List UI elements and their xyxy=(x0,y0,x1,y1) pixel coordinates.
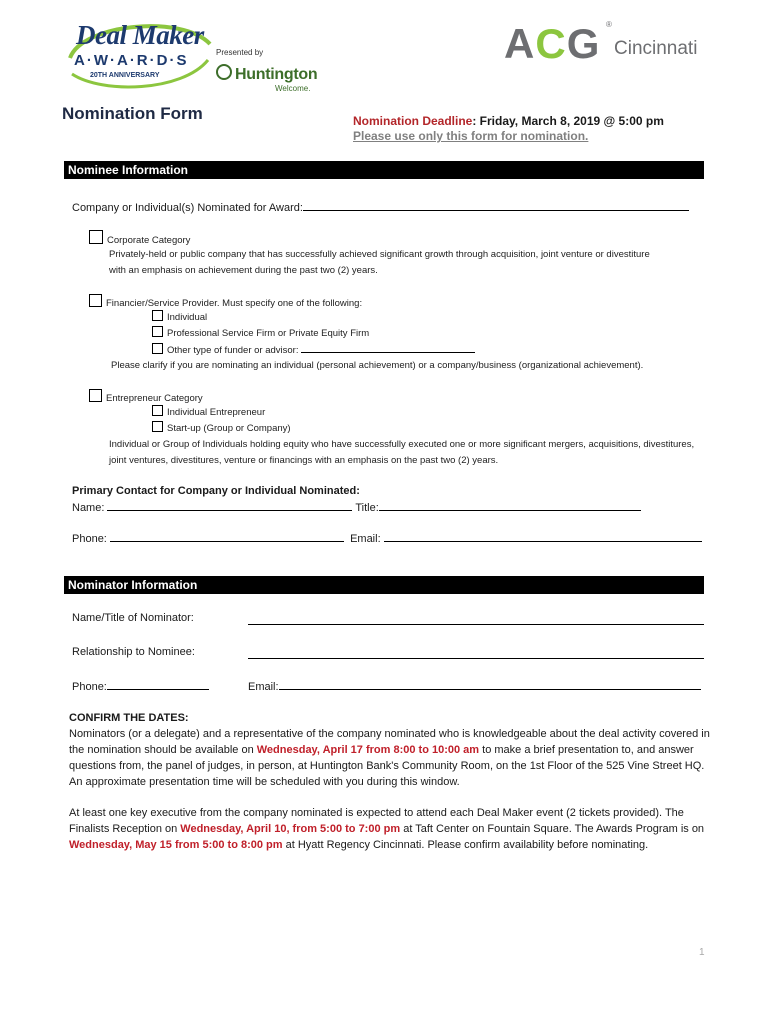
financier-opt-other xyxy=(152,342,475,358)
deal-maker-logo xyxy=(62,14,212,96)
nominator-email-row xyxy=(248,679,701,694)
acg-letter-a: A xyxy=(504,20,536,67)
corporate-desc-2: with an emphasis on achievement during the past two (2) years. xyxy=(109,265,378,276)
contact-title-label: Title: xyxy=(355,502,379,514)
financier-checkbox[interactable] xyxy=(89,294,102,307)
registered-mark: ® xyxy=(606,20,612,29)
huntington-mark-icon xyxy=(216,64,232,80)
anniversary-label: 20TH ANNIVERSARY xyxy=(90,72,160,79)
presentation-date: Wednesday, April 17 from 8:00 to 10:00 am xyxy=(256,744,480,756)
contact-email-label: Email: xyxy=(350,533,381,545)
award-field[interactable] xyxy=(303,200,689,211)
p1-text-a: Nominators (or a delegate) and a representative of the company nominated who is knowledgeable about the deal activity covered in the nomination should be available on xyxy=(69,728,710,756)
p2-text-c: at Hyatt Regency Cincinnati. Please confirm availability before nominating. xyxy=(282,839,649,851)
acg-letter-c: C xyxy=(535,20,567,67)
entrepreneur-desc-2: joint ventures, divestitures, venture or financings with an emphasis on the past two (2) years. xyxy=(109,455,499,466)
reception-date: Wednesday, April 10, from 5:00 to 7:00 pm xyxy=(180,823,401,835)
contact-name-row xyxy=(72,500,641,515)
cincinnati-label: Cincinnati xyxy=(614,38,698,59)
other-label: Other type of funder or advisor: xyxy=(167,345,299,356)
welcome-tagline: Welcome. xyxy=(275,84,311,93)
acg-letter-g: G xyxy=(566,20,601,67)
relationship-field[interactable] xyxy=(248,648,704,659)
individual-entrepreneur-label: Individual Entrepreneur xyxy=(167,407,266,418)
deadline xyxy=(353,114,664,128)
individual-label: Individual xyxy=(167,312,208,323)
contact-name-label: Name: xyxy=(72,502,105,514)
nominator-email-label: Email: xyxy=(248,681,279,693)
individual-entrepreneur-checkbox[interactable] xyxy=(152,405,163,416)
contact-phone-label: Phone: xyxy=(72,533,107,545)
deadline-value: : Friday, March 8, 2019 @ 5:00 pm xyxy=(472,114,664,128)
corporate-checkbox[interactable] xyxy=(89,230,103,244)
nominator-phone-row xyxy=(72,679,209,694)
deadline-notice: Please use only this form for nomination. xyxy=(353,129,589,143)
award-label: Company or Individual(s) Nominated for Award: xyxy=(72,202,303,214)
p2-text-a: At least one key executive from the company nominated is expected to attend each Deal Maker event (2 tickets provided). The Finalists Reception on xyxy=(69,807,684,835)
corporate-category xyxy=(89,230,190,248)
contact-title-field[interactable] xyxy=(379,500,641,511)
financier-opt-individual xyxy=(152,310,207,325)
p1-text-b: to make a brief presentation to, and answer questions from, the panel of judges, in person, at Huntington Bank's Community Room, on the 1st Floor of the 525 Vine Street HQ. An approximate presentation time will be scheduled with you during this window. xyxy=(69,744,705,788)
deal-maker-title: Deal Maker xyxy=(76,20,204,50)
financier-category xyxy=(89,294,362,311)
firm-checkbox[interactable] xyxy=(152,326,163,337)
corporate-label: Corporate Category xyxy=(107,235,191,246)
huntington-logo xyxy=(216,64,317,84)
nominee-section-header: Nominee Information xyxy=(64,161,704,179)
contact-phone-row xyxy=(72,531,702,546)
financier-clarify: Please clarify if you are nominating an individual (personal achievement) or a company/business (organizational achievement). xyxy=(111,360,644,371)
acg-logo xyxy=(504,20,600,68)
financier-label: Financier/Service Provider. Must specify one of the following: xyxy=(106,298,363,309)
confirm-paragraph-1 xyxy=(69,726,714,790)
p2-text-b: at Taft Center on Fountain Square. The Awards Program is on xyxy=(400,823,705,835)
entrepreneur-label: Entrepreneur Category xyxy=(106,393,203,404)
primary-contact-heading: Primary Contact for Company or Individual Nominated: xyxy=(72,485,360,497)
contact-phone-field[interactable] xyxy=(110,531,344,542)
entrepreneur-opt-startup xyxy=(152,421,291,436)
startup-label: Start-up (Group or Company) xyxy=(167,423,291,434)
financier-opt-firm xyxy=(152,326,369,341)
firm-label: Professional Service Firm or Private Equity Firm xyxy=(167,328,370,339)
nominator-name-title-field[interactable] xyxy=(248,614,704,625)
huntington-text: Huntington xyxy=(235,66,318,83)
page-number: 1 xyxy=(699,947,705,958)
awards-word: A·W·A·R·D·S xyxy=(74,52,189,69)
nominator-name-title-label: Name/Title of Nominator: xyxy=(72,612,194,624)
nominator-section-header: Nominator Information xyxy=(64,576,704,594)
page-title: Nomination Form xyxy=(62,104,203,123)
entrepreneur-opt-individual xyxy=(152,405,265,420)
corporate-desc-1: Privately-held or public company that has successfully achieved significant growth through acquisition, joint venture or divestiture xyxy=(109,249,650,260)
awards-date: Wednesday, May 15 from 5:00 to 8:00 pm xyxy=(69,839,283,851)
entrepreneur-category xyxy=(89,389,203,406)
deadline-label: Nomination Deadline xyxy=(353,114,473,128)
other-field[interactable] xyxy=(301,342,475,353)
contact-email-field[interactable] xyxy=(384,531,702,542)
confirm-paragraph-2 xyxy=(69,805,714,853)
confirm-heading: CONFIRM THE DATES: xyxy=(69,712,189,724)
relationship-label: Relationship to Nominee: xyxy=(72,646,195,658)
nominator-phone-field[interactable] xyxy=(107,679,209,690)
startup-checkbox[interactable] xyxy=(152,421,163,432)
award-row xyxy=(72,200,689,215)
nominator-phone-label: Phone: xyxy=(72,681,107,693)
individual-checkbox[interactable] xyxy=(152,310,163,321)
contact-name-field[interactable] xyxy=(107,500,352,511)
entrepreneur-checkbox[interactable] xyxy=(89,389,102,402)
other-checkbox[interactable] xyxy=(152,343,163,354)
presented-by: Presented by xyxy=(216,48,264,57)
entrepreneur-desc-1: Individual or Group of Individuals holding equity who have successfully executed one or more significant mergers, acquisitions, divestitures, xyxy=(109,439,695,450)
nominator-email-field[interactable] xyxy=(279,679,701,690)
